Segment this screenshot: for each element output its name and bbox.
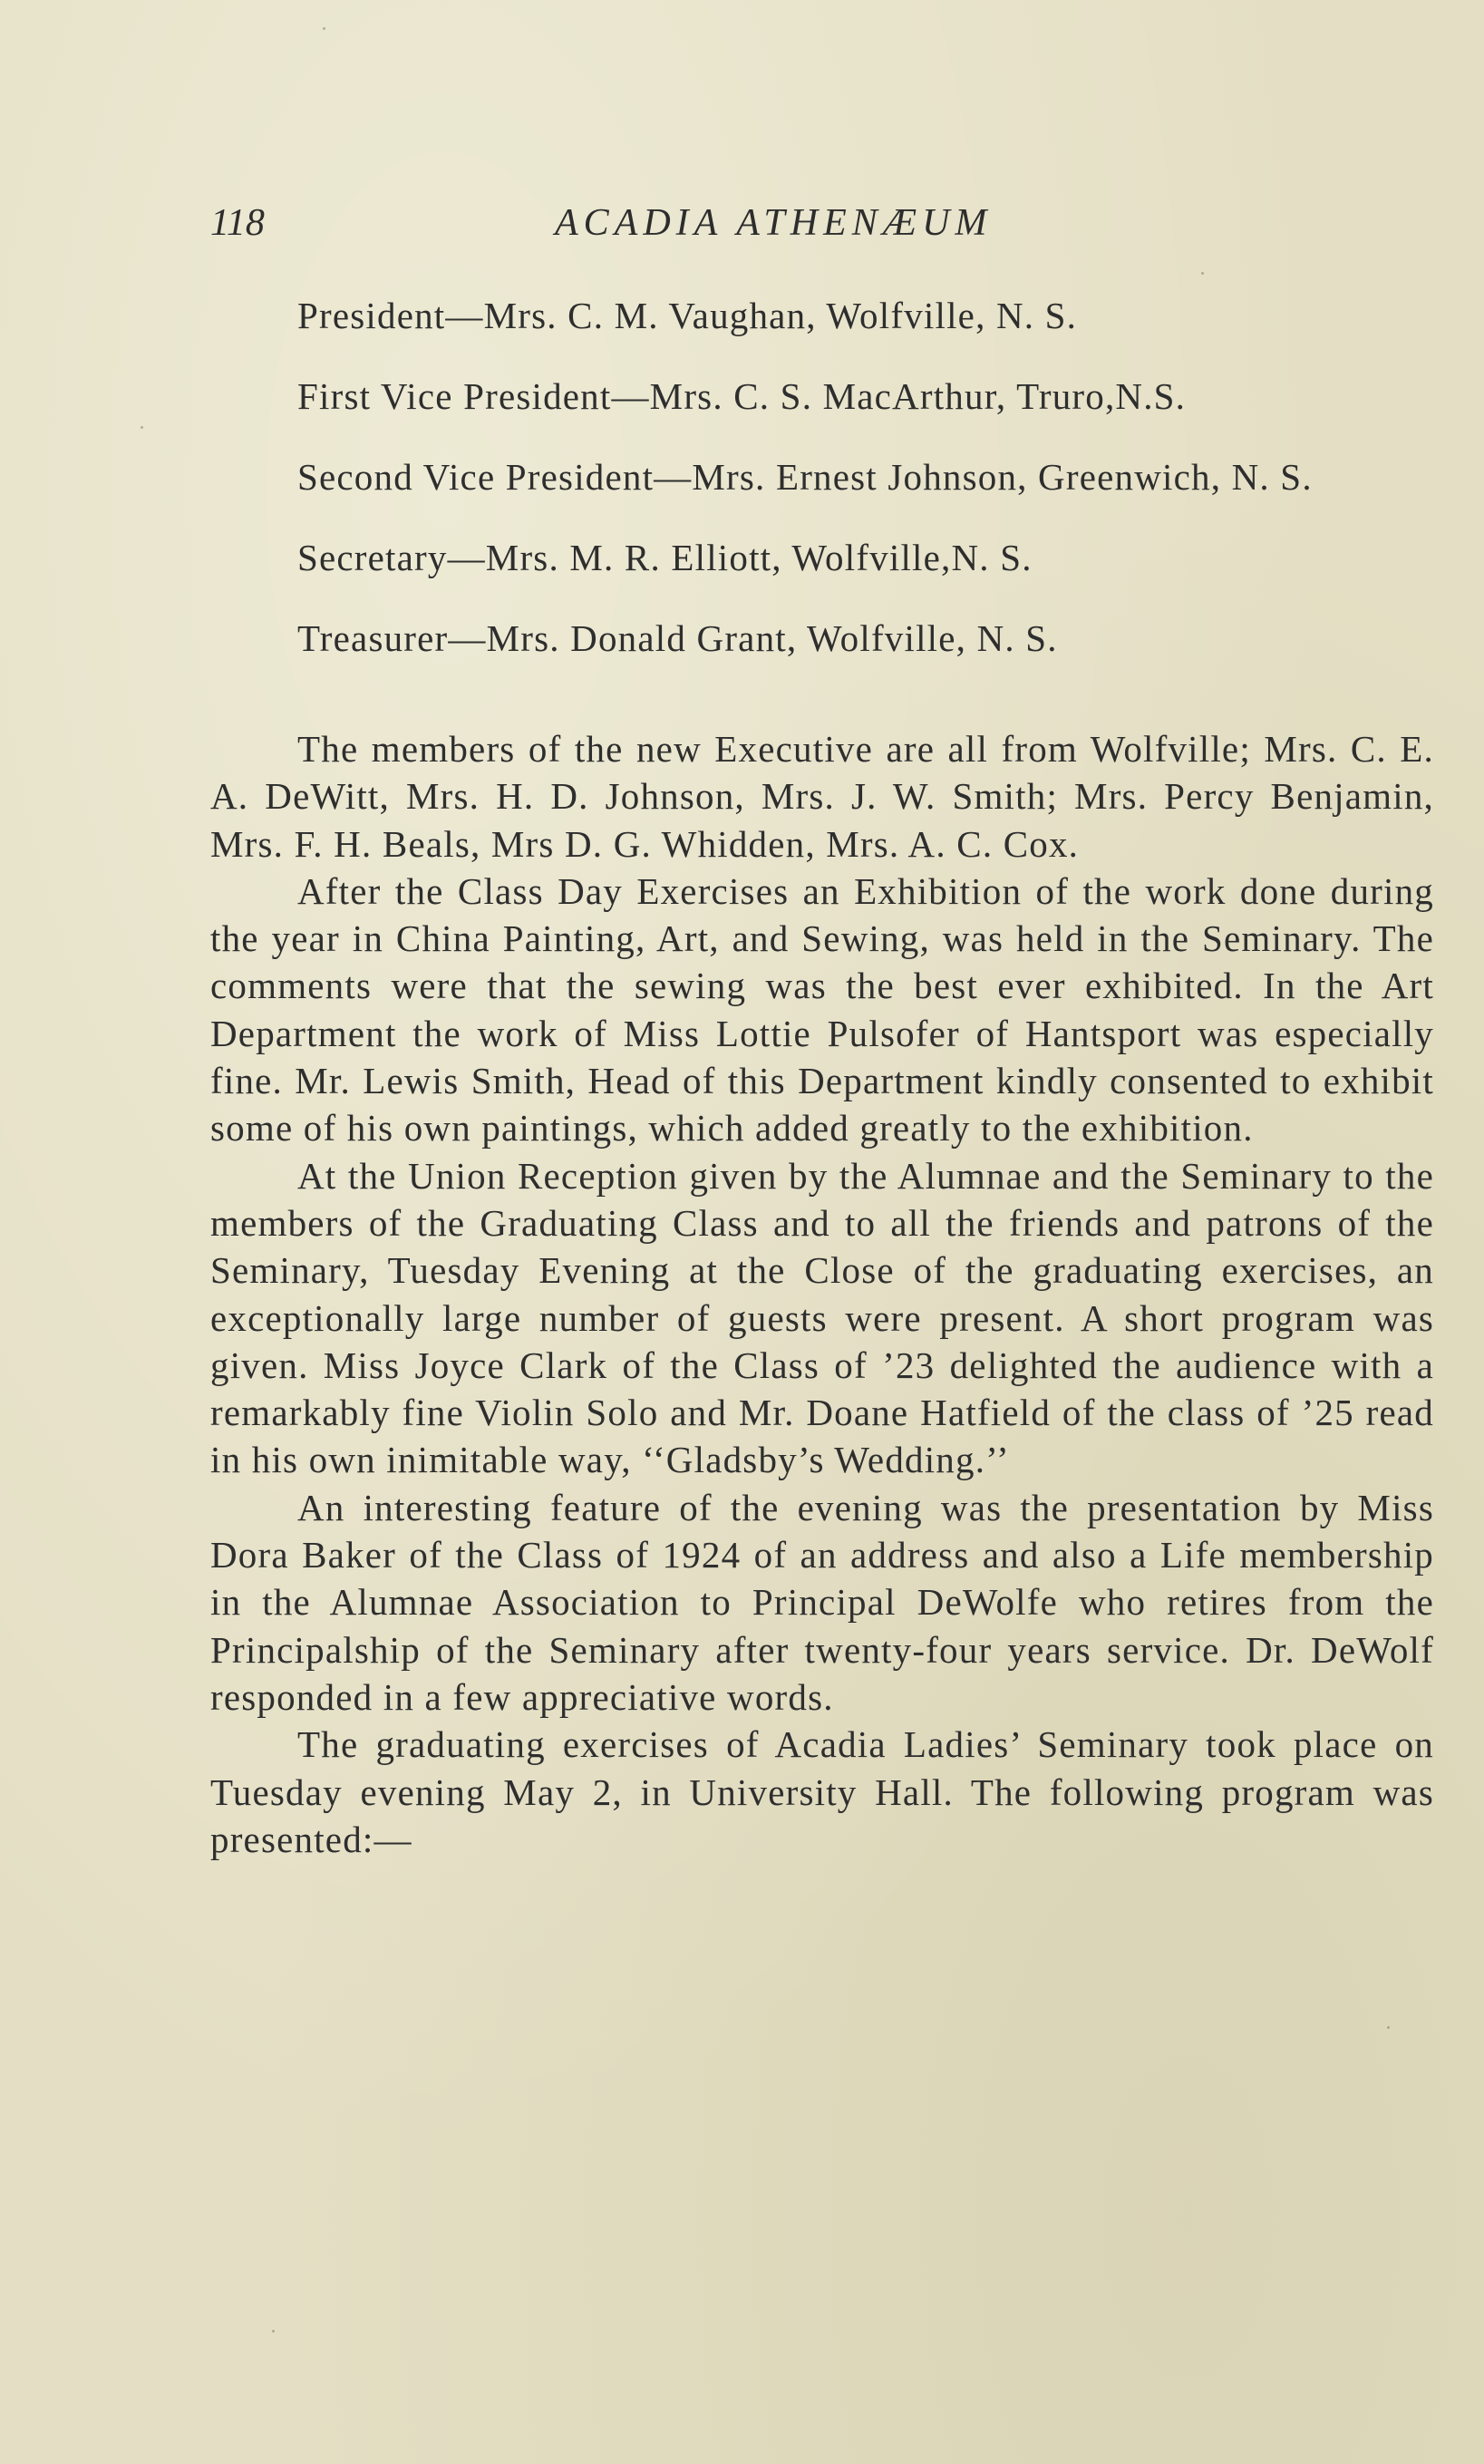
running-title: ACADIA ATHENÆUM	[555, 202, 993, 244]
paper-speck	[1201, 272, 1204, 275]
page-number: 118	[210, 202, 265, 244]
paper-speck	[1387, 2026, 1390, 2029]
paragraph-union-reception: At the Union Reception given by the Alumnae and the Seminary to the members of the Graduating Class and to all the friends and patrons of the Seminary, Tuesday Evening at the Close of the graduating exercises, an exceptionally large number of guests were present. A short program was given. Miss Joyce Clark of the Class of ’23 delighted the audience with a remarkably fine Violin Solo and Mr. Doane Hatfield of the class of ’25 read in his own inimitable way, ‘‘Gladsby’s Wedding.’’	[210, 1154, 1434, 1481]
paragraph-exhibition: After the Class Day Exercises an Exhibition of the work done during the year in China Painting, Art, and Sewing, was held in the Seminary. The comments were that the sewing was the best ever exhibited. In the Art Department the work of Miss Lottie Pulsofer of Hantsport was especially fine. Mr. Lewis Smith, Head of this Department kindly consented to exhibit some of his own paintings, which added greatly to the exhibition.	[210, 869, 1434, 1150]
paper-speck	[323, 27, 325, 30]
officer-list	[210, 292, 1434, 662]
officer-secretary: Secretary—Mrs. M. R. Elliott, Wolfville,N. S.	[297, 537, 1033, 578]
paragraph-executive-members: The members of the new Executive are all from Wolfville; Mrs. C. E. A. DeWitt, Mrs. H. D. Johnson, Mrs. J. W. Smith; Mrs. Percy Benjamin, Mrs. F. H. Beals, Mrs D. G. Whidden, Mrs. A. C. Cox.	[210, 728, 1434, 865]
paragraph-graduating-exercises: The graduating exercises of Acadia Ladies’ Seminary took place on Tuesday evening May 2, in University Hall. The following program was presented:—	[210, 1723, 1434, 1860]
paper-speck	[141, 426, 143, 429]
officer-first-vice-president: First Vice President—Mrs. C. S. MacArthur, Truro,N.S.	[297, 375, 1187, 417]
paragraph-presentation: An interesting feature of the evening was the presentation by Miss Dora Baker of the Class of 1924 of an address and also a Life membership in the Alumnae Association to Principal DeWolfe who retires from the Principalship of the Seminary after twenty-four years service. Dr. DeWolf responded in a few appreciative words.	[210, 1486, 1434, 1718]
page-header	[210, 201, 1434, 256]
officer-treasurer: Treasurer—Mrs. Donald Grant, Wolfville, N. S.	[297, 617, 1058, 659]
article-body	[210, 725, 1434, 1863]
paper-speck	[272, 2330, 275, 2333]
officer-second-vice-president: Second Vice President—Mrs. Ernest Johnson, Greenwich, N. S.	[297, 456, 1313, 498]
officer-president: President—Mrs. C. M. Vaughan, Wolfville, N. S.	[297, 295, 1078, 336]
